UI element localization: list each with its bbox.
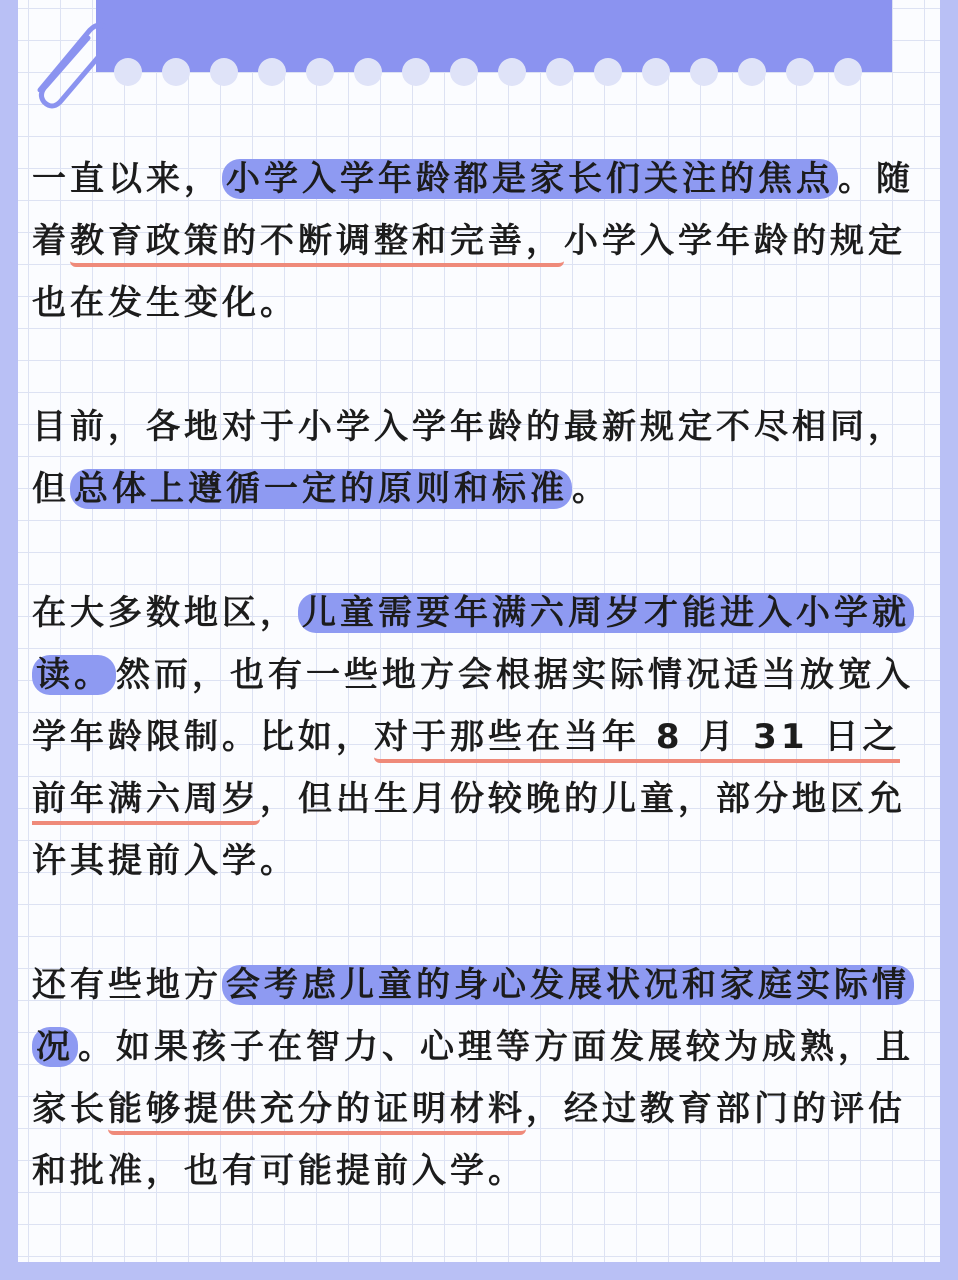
article-body [32, 148, 932, 1262]
body-text: 。 [572, 469, 610, 509]
body-text: ，但出生月份较晚的儿童，部分地区允许其提前入学。 [32, 779, 906, 881]
paperclip-icon [20, 12, 120, 112]
body-text: 。随着 [32, 159, 914, 261]
binding-holes [114, 58, 894, 92]
binding-hole [306, 58, 334, 86]
highlighted-text: 总体上遵循一定的原则和标准 [70, 469, 572, 509]
binding-hole [498, 58, 526, 86]
body-text: 还有些地方 [32, 965, 222, 1005]
binding-hole [738, 58, 766, 86]
body-text: 一直以来， [32, 159, 222, 199]
article-paragraph [32, 954, 932, 1202]
binding-hole [690, 58, 718, 86]
binding-hole [594, 58, 622, 86]
binding-hole [258, 58, 286, 86]
binding-hole [834, 58, 862, 86]
binding-hole [642, 58, 670, 86]
underlined-text: 教育政策的不断调整和完善， [70, 221, 564, 267]
body-text: 目前，各地对于小学入学年龄的最新规定不尽相同，但 [32, 407, 906, 509]
body-text: 。如果孩子在智力、心理等方面发展较为成熟，且家长 [32, 1027, 914, 1129]
body-text: 小学入学年龄的规定也在发生变化。 [32, 221, 906, 323]
underlined-text: 对于那些在当年 8 月 31 日之前年满六周岁 [32, 717, 900, 825]
binding-hole [402, 58, 430, 86]
binding-hole [162, 58, 190, 86]
body-text: ，经过教育部门的评估和批准，也有可能提前入学。 [32, 1089, 906, 1191]
binding-hole [354, 58, 382, 86]
binding-hole [546, 58, 574, 86]
highlighted-text: 会考虑儿童的身心发展状况和家庭实际情况 [32, 965, 914, 1067]
body-text: 在大多数地区， [32, 593, 298, 633]
binding-hole [786, 58, 814, 86]
underlined-text: 能够提供充分的证明材料 [108, 1089, 526, 1135]
notebook-page [18, 0, 940, 1262]
article-paragraph [32, 582, 932, 892]
body-text: 然而，也有一些地方会根据实际情况适当放宽入学年龄限制。比如， [32, 655, 914, 757]
highlighted-text: 小学入学年龄都是家长们关注的焦点 [222, 159, 838, 199]
binding-hole [450, 58, 478, 86]
article-paragraph [32, 396, 932, 520]
binding-hole [210, 58, 238, 86]
highlighted-text: 儿童需要年满六周岁才能进入小学就读。 [32, 593, 914, 695]
article-paragraph [32, 148, 932, 334]
